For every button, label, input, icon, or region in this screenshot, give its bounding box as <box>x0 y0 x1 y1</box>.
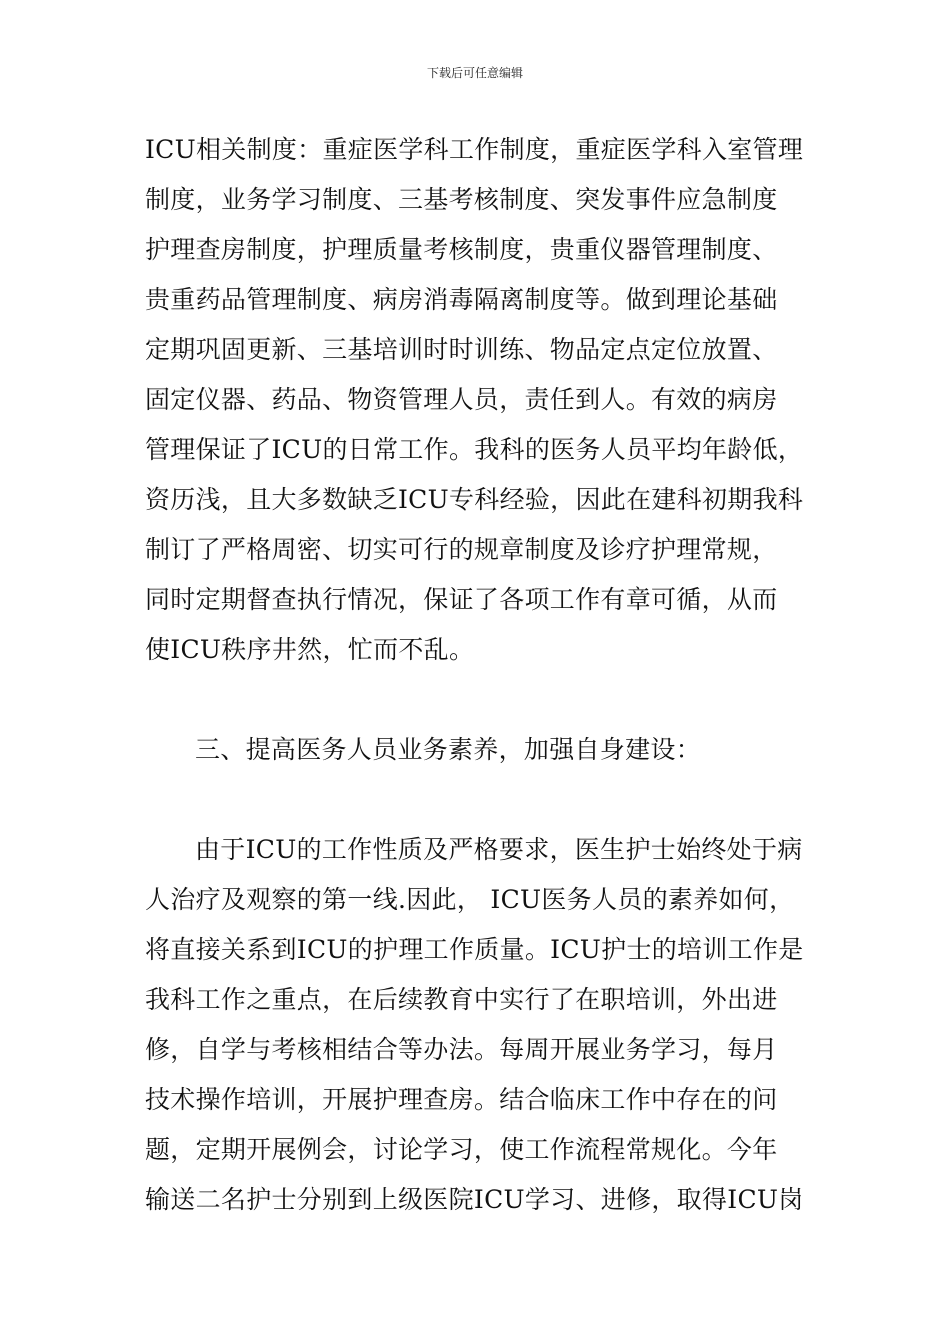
body-line-6: 固定仪器、药品、物资管理人员，责任到人。有效的病房 <box>145 385 778 414</box>
body-line-4: 贵重药品管理制度、病房消毒隔离制度等。做到理论基础 <box>145 285 778 314</box>
body-line-3: 护理查房制度，护理质量考核制度，贵重仪器管理制度、 <box>145 235 778 264</box>
body-line-5: 定期巩固更新、三基培训时时训练、物品定点定位放置、 <box>145 335 778 364</box>
body-line-13: 由于ICU的工作性质及严格要求，医生护士始终处于病 <box>195 835 803 864</box>
body-line-15: 将直接关系到ICU的护理工作质量。ICU护士的培训工作是 <box>145 935 804 964</box>
body-line-16: 我科工作之重点，在后续教育中实行了在职培训，外出进 <box>145 985 778 1014</box>
body-line-11: 使ICU秩序井然，忙而不乱。 <box>145 635 475 664</box>
body-line-19: 题，定期开展例会，讨论学习，使工作流程常规化。今年 <box>145 1135 778 1164</box>
page-header: 下载后可任意编辑 <box>426 66 523 80</box>
section-heading: 三、提高医务人员业务素养，加强自身建设： <box>195 735 702 764</box>
body-line-18: 技术操作培训，开展护理查房。结合临床工作中存在的问 <box>145 1085 778 1114</box>
body-line-2: 制度，业务学习制度、三基考核制度、突发事件应急制度 <box>145 185 778 214</box>
body-line-17: 修，自学与考核相结合等办法。每周开展业务学习，每月 <box>145 1035 778 1064</box>
body-line-10: 同时定期督查执行情况，保证了各项工作有章可循，从而 <box>145 585 778 614</box>
body-line-7: 管理保证了ICU的日常工作。我科的医务人员平均年龄低， <box>145 435 804 464</box>
body-line-8: 资历浅，且大多数缺乏ICU专科经验，因此在建科初期我科 <box>145 485 804 514</box>
body-line-14: 人治疗及观察的第一线.因此， ICU医务人员的素养如何， <box>145 885 795 914</box>
body-line-1: ICU相关制度：重症医学科工作制度，重症医学科入室管理 <box>145 135 804 164</box>
body-line-20: 输送二名护士分别到上级医院ICU学习、进修，取得ICU岗 <box>145 1185 804 1214</box>
body-line-9: 制订了严格周密、切实可行的规章制度及诊疗护理常规， <box>145 535 778 564</box>
